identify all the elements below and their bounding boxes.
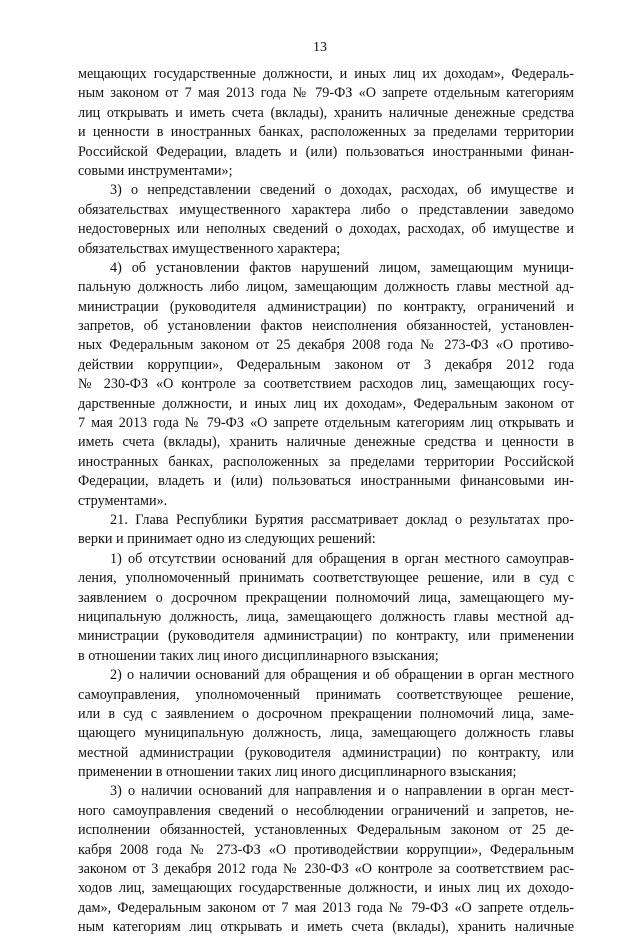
page-number: 13 <box>313 40 327 55</box>
text-line: 4) об установлении фактов нарушений лицом, замещающим муници- <box>110 259 574 276</box>
text-line: дам», Федеральным законом от 7 мая 2013 года № 79-ФЗ «О запрете отдель- <box>78 899 574 916</box>
text-line: министрации (руководителя администрации) по контракту, или применении <box>78 628 574 645</box>
text-line: совыми инструментами»; <box>78 162 233 179</box>
text-line: иметь счета (вклады), хранить наличные денежные средства и ценности в <box>78 434 574 451</box>
text-line: пальную должность либо лицом, замещающим должность главы местной ад- <box>78 279 574 296</box>
text-line: дарственные должности, и иных лиц их доходам», Федеральным законом от <box>78 395 574 412</box>
text-line: № 230-ФЗ «О контроле за соответствием расходов лиц, замещающих госу- <box>78 376 574 393</box>
text-line: иностранных банках, расположенных за пределами территории Российской <box>78 453 574 470</box>
document-body <box>78 65 574 938</box>
text-line: щающего муниципальную должность, лица, замещающего должность главы <box>78 725 574 742</box>
text-line: Российской Федерации, владеть и (или) пользоваться иностранными финан- <box>78 143 574 160</box>
text-line: ления, уполномоченный принимать соответствующее решение, или в суд с <box>78 570 574 587</box>
text-line: ного самоуправления сведений о несоблюдении ограничений и запретов, не- <box>78 802 574 819</box>
text-line: 7 мая 2013 года № 79-ФЗ «О запрете отдельным категориям лиц открывать и <box>78 415 574 432</box>
text-line: законом от 3 декабря 2012 года № 230-ФЗ «О контроле за соответствием рас- <box>78 861 574 878</box>
text-line: самоуправления, уполномоченный принимать соответствующее решение, <box>78 686 574 703</box>
text-line: 3) о непредставлении сведений о доходах, расходах, об имуществе и <box>110 182 574 199</box>
text-line: лиц открывать и иметь счета (вклады), хранить наличные денежные средства <box>78 104 574 121</box>
text-line: 1) об отсутствии оснований для обращения в орган местного самоуправ- <box>110 550 574 567</box>
text-line: ным законом от 7 мая 2013 года № 79-ФЗ «О запрете отдельным категориям <box>78 85 574 102</box>
text-line: Федерации, владеть и (или) пользоваться иностранными финансовыми ин- <box>78 473 574 490</box>
text-line: кабря 2008 года № 273-ФЗ «О противодействии коррупции», Федеральным <box>78 841 574 858</box>
text-line: 21. Глава Республики Бурятия рассматривает доклад о результатах про- <box>110 511 574 528</box>
text-line: 2) о наличии оснований для обращения и об обращении в орган местного <box>110 667 574 684</box>
text-line: обязательствах имущественного характера; <box>78 240 341 257</box>
text-line: действии коррупции», Федеральным законом от 3 декабря 2012 года <box>78 356 574 373</box>
text-line: запретов, об установлении фактов неисполнения обязанностей, установлен- <box>78 318 574 335</box>
text-line: местной администрации (руководителя администрации) по контракту, или <box>78 744 574 761</box>
text-line: обязательствах имущественного характера либо о представлении заведомо <box>78 201 574 218</box>
text-line: применении в отношении таких лиц иного дисциплинарного взыскания; <box>78 764 517 781</box>
text-line: и ценности в иностранных банках, расположенных за пределами территории <box>78 124 574 141</box>
text-line: ных Федеральным законом от 25 декабря 2008 года № 273-ФЗ «О противо- <box>78 337 574 354</box>
text-line: министрации (руководителя администрации) по контракту, ограничений и <box>78 298 574 315</box>
text-line: недостоверных или неполных сведений о доходах, расходах, об имуществе и <box>78 221 574 238</box>
text-line: в отношении таких лиц иного дисциплинарного взыскания; <box>78 647 439 664</box>
text-line: верки и принимает одно из следующих решений: <box>78 531 376 548</box>
text-line: ным категориям лиц открывать и иметь счета (вклады), хранить наличные <box>78 919 574 936</box>
text-line: ходов лиц, замещающих государственные должности, и иных лиц их доходо- <box>78 880 574 897</box>
text-line: заявлением о досрочном прекращении полномочий лица, замещающего му- <box>78 589 574 606</box>
text-line: мещающих государственные должности, и иных лиц их доходам», Федераль- <box>78 66 574 82</box>
text-line: струментами». <box>78 492 168 509</box>
text-line: ниципальную должность, лица, замещающего должность главы местной ад- <box>78 608 574 625</box>
text-line: 3) о наличии оснований для направления и о направлении в орган мест- <box>110 783 574 800</box>
text-line: или в суд с заявлением о досрочном прекращении полномочий лица, заме- <box>78 705 574 722</box>
text-line: исполнении обязанностей, установленных Федеральным законом от 25 де- <box>78 822 574 839</box>
